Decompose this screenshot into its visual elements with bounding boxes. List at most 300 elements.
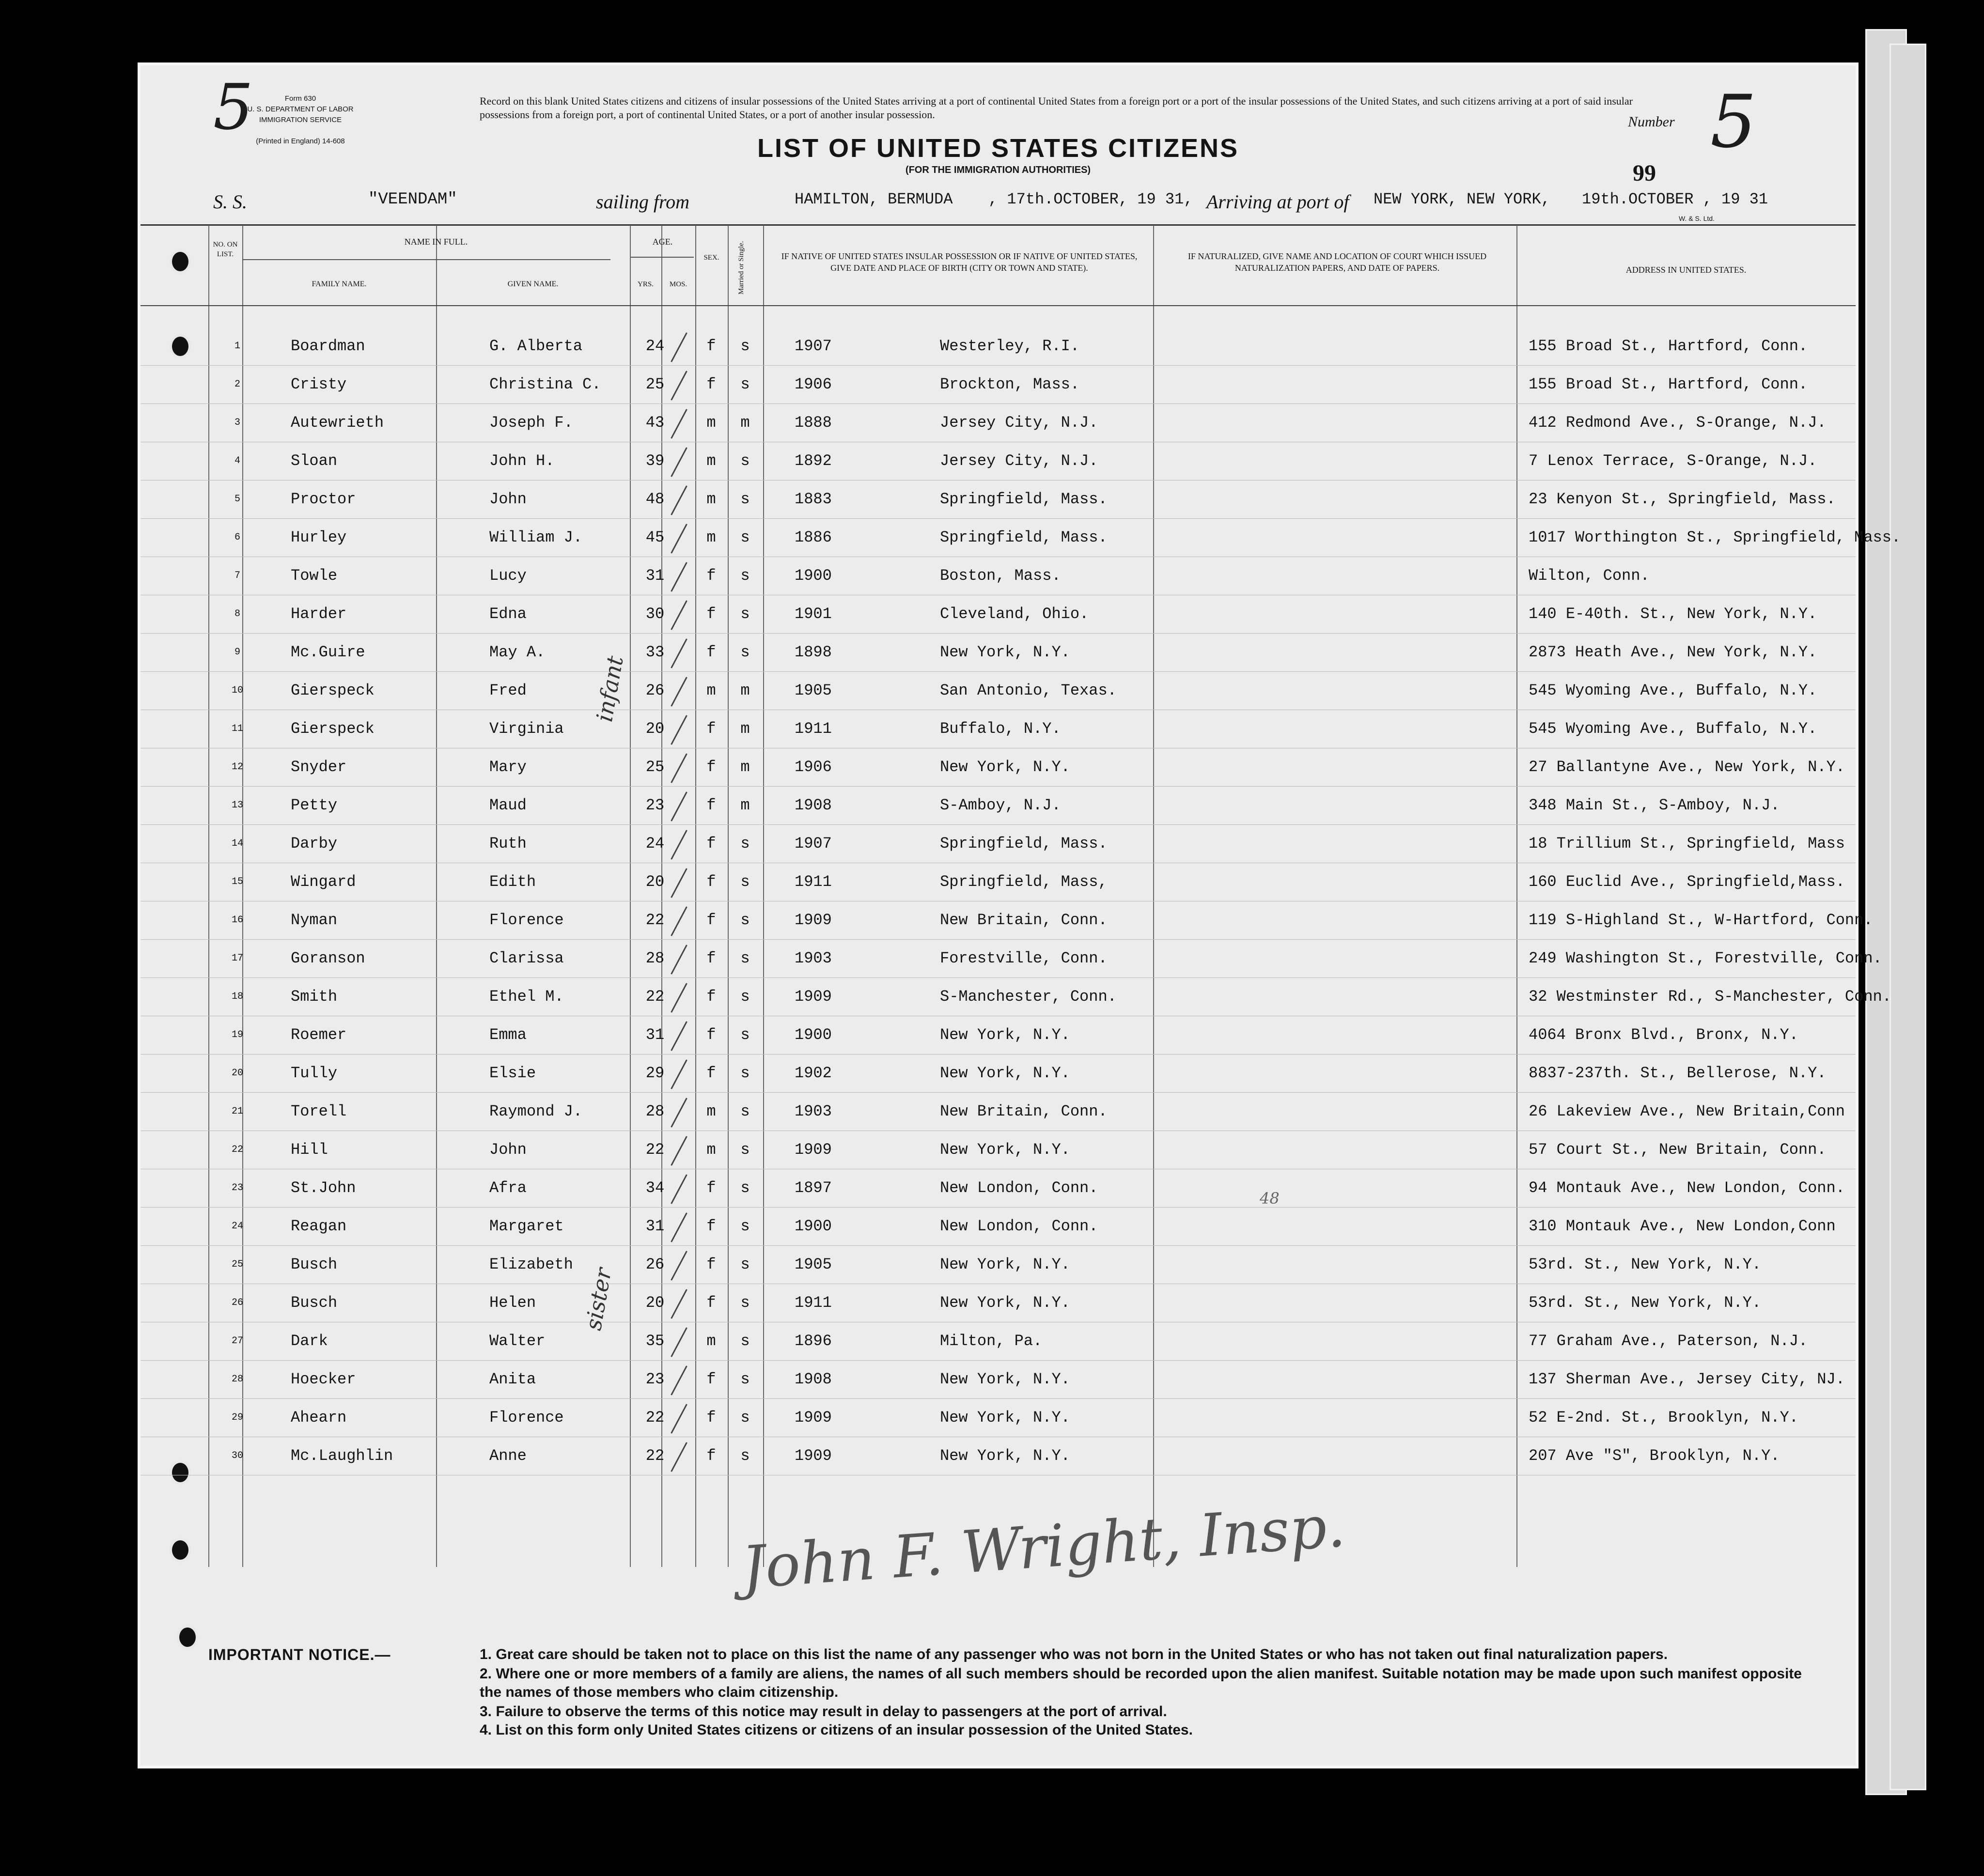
given-name: Clarissa [489,949,564,967]
family-name: Reagan [291,1217,347,1235]
birth-year: 1906 [795,375,832,393]
us-address: 249 Washington St., Forestville, Conn. [1529,949,1882,967]
age-years: 26 [645,682,665,699]
given-name: William J. [489,528,583,546]
check-mark [671,945,687,974]
marital-status: s [740,337,750,355]
marital-status: s [740,452,750,470]
row-number: 8 [234,608,240,620]
check-mark [671,638,687,668]
family-name: Sloan [291,452,338,470]
birthplace: Cleveland, Ohio. [940,605,1089,623]
birth-year: 1886 [795,528,832,546]
check-mark [671,1021,687,1051]
check-mark [671,371,687,400]
given-name: Ruth [489,835,527,853]
table-row [141,1398,1856,1437]
sex: f [706,337,716,355]
family-name: St.John [291,1179,356,1197]
sex: f [706,758,716,776]
row-number: 23 [231,1182,243,1194]
age-years: 29 [645,1064,665,1082]
check-mark [671,753,687,783]
column-header-native-info: IF NATIVE OF UNITED STATES INSULAR POSSESSION OR IF NATIVE OF UNITED STATES, GIVE DATE AND PLACE OF BIRTH (CITY OR TOWN AND STATE). [781,251,1138,273]
sex: m [706,1102,716,1120]
us-address: 2873 Heath Ave., New York, N.Y. [1529,643,1817,661]
given-name: Edith [489,873,536,891]
us-address: 155 Broad St., Hartford, Conn. [1529,337,1808,355]
given-name: Walter [489,1332,546,1350]
margin-note: sister [579,1266,617,1333]
birth-year: 1911 [795,720,832,738]
birth-year: 1902 [795,1064,832,1082]
birthplace: San Antonio, Texas. [940,682,1117,699]
marital-status: m [740,720,750,738]
birthplace: Springfield, Mass, [940,873,1108,891]
punch-hole [170,1538,191,1562]
given-name: Ethel M. [489,988,564,1006]
given-name: Fred [489,682,527,699]
us-address: 77 Graham Ave., Paterson, N.J. [1529,1332,1808,1350]
handwritten-list-number: 5 [1710,80,1757,164]
family-name: Nyman [291,911,338,929]
age-years: 45 [645,528,665,546]
birth-year: 1883 [795,490,832,508]
check-mark [671,1289,687,1318]
family-name: Busch [291,1294,338,1312]
marital-status: m [740,414,750,432]
sex: m [706,490,716,508]
row-number: 18 [231,991,243,1002]
birth-year: 1907 [795,835,832,853]
record-instructions: Record on this blank United States citizens and citizens of insular possessions of the United States arriving at a port of continental United States from a foreign port or a port of the insular possessions of the United States, and such citizens arriving at a port of said insular possessions from a foreign port, a port of continental United States, or a port of another insular possession. [480,95,1633,121]
us-address: 545 Wyoming Ave., Buffalo, N.Y. [1529,682,1817,699]
family-name: Smith [291,988,338,1006]
age-years: 28 [645,1102,665,1120]
sex: f [706,1447,716,1465]
birth-year: 1900 [795,1026,832,1044]
column-header-months: MOS. [669,280,687,288]
given-name: Florence [489,911,564,929]
row-number: 14 [231,838,243,849]
row-number: 21 [231,1106,243,1117]
marital-status: s [740,528,750,546]
given-name: Helen [489,1294,536,1312]
birth-year: 1911 [795,1294,832,1312]
family-name: Hill [291,1141,328,1159]
sex: f [706,1256,716,1273]
column-header-sex: SEX. [703,254,719,262]
birth-year: 1909 [795,1409,832,1426]
given-name: Elsie [489,1064,536,1082]
family-name: Darby [291,835,338,853]
check-mark [671,983,687,1012]
us-address: 545 Wyoming Ave., Buffalo, N.Y. [1529,720,1817,738]
row-number: 10 [231,685,243,696]
marital-status: s [740,1370,750,1388]
family-name: Ahearn [291,1409,347,1426]
birthplace: New York, N.Y. [940,1294,1070,1312]
birth-year: 1909 [795,1447,832,1465]
birthplace: Jersey City, N.J. [940,452,1098,470]
sex: f [706,1370,716,1388]
age-years: 25 [645,758,665,776]
sex: f [706,1064,716,1082]
table-row [141,1092,1856,1131]
age-years: 22 [645,1409,665,1426]
age-years: 20 [645,873,665,891]
check-mark [671,1251,687,1280]
column-header-no: NO. ON LIST. [213,241,238,258]
row-number: 20 [231,1068,243,1079]
punch-hole [177,1625,198,1649]
family-name: Roemer [291,1026,347,1044]
arriving-label: Arriving at port of [1206,191,1349,213]
age-years: 34 [645,1179,665,1197]
age-years: 26 [645,1256,665,1273]
us-address: 32 Westminster Rd., S-Manchester, Conn. [1529,988,1891,1006]
us-address: 4064 Bronx Blvd., Bronx, N.Y. [1529,1026,1798,1044]
row-number: 28 [231,1374,243,1385]
sex: m [706,1332,716,1350]
us-address: 53rd. St., New York, N.Y. [1529,1294,1762,1312]
us-address: 8837-237th. St., Bellerose, N.Y. [1529,1064,1827,1082]
family-name: Hoecker [291,1370,356,1388]
header-bottom-rule [141,305,1856,306]
table-row [141,863,1856,901]
family-name: Proctor [291,490,356,508]
us-address: 94 Montauk Ave., New London, Conn. [1529,1179,1845,1197]
age-years: 39 [645,452,665,470]
marital-status: s [740,911,750,929]
service-name: IMMIGRATION SERVICE [259,116,342,124]
table-row [141,671,1856,710]
notice-item: 2. Where one or more members of a family are aliens, the names of all such members should be recorded upon the alien manifest. Suitable notation may be made upon such manifest opposite the names of those members who claim citizenship. [480,1666,1802,1700]
birthplace: New York, N.Y. [940,1026,1070,1044]
check-mark [671,1365,687,1395]
age-years: 22 [645,1447,665,1465]
birthplace: Buffalo, N.Y. [940,720,1061,738]
check-mark [671,1404,687,1433]
age-years: 25 [645,375,665,393]
page-subtitle: (FOR THE IMMIGRATION AUTHORITIES) [905,165,1091,175]
birth-year: 1906 [795,758,832,776]
birthplace: New York, N.Y. [940,1447,1070,1465]
check-mark [671,868,687,898]
given-name: Raymond J. [489,1102,583,1120]
birth-year: 1905 [795,682,832,699]
given-name: Maud [489,796,527,814]
marital-status: s [740,1256,750,1273]
birth-year: 1907 [795,337,832,355]
stacked-page-edge [1890,44,1926,1790]
table-row [141,1169,1856,1208]
given-name: Elizabeth [489,1256,573,1273]
form-number: Form 630 [284,94,316,103]
sex: f [706,375,716,393]
row-number: 24 [231,1221,243,1232]
sex: f [706,949,716,967]
birth-year: 1908 [795,796,832,814]
printing-note: (Printed in England) 14-608 [256,137,345,145]
birthplace: New York, N.Y. [940,1141,1070,1159]
age-years: 22 [645,1141,665,1159]
check-mark [671,600,687,630]
marital-status: s [740,1409,750,1426]
handwritten-corner-number: 5 [213,70,253,144]
notice-item: 4. List on this form only United States citizens or citizens of an insular possession of the United States. [480,1722,1193,1738]
table-row [141,1284,1856,1322]
sex: f [706,796,716,814]
column-header-marital: Married or Single. [737,241,745,295]
departure-port: HAMILTON, BERMUDA [795,190,953,208]
header-rule [631,257,694,258]
sailing-from-label: sailing from [596,191,689,213]
notice-item: 1. Great care should be taken not to place on this list the name of any passenger who was not born in the United States or who has not taken out final naturalization papers. [480,1646,1668,1662]
marital-status: s [740,643,750,661]
check-mark [671,1442,687,1472]
family-name: Dark [291,1332,328,1350]
age-years: 20 [645,720,665,738]
family-name: Petty [291,796,338,814]
sex: f [706,1179,716,1197]
check-mark [671,1174,687,1204]
row-number: 15 [231,876,243,887]
ss-label: S. S. [213,191,247,213]
row-number: 25 [231,1259,243,1270]
row-number: 3 [234,417,240,428]
marital-status: m [740,796,750,814]
us-address: 26 Lakeview Ave., New Britain,Conn [1529,1102,1845,1120]
us-address: 140 E-40th. St., New York, N.Y. [1529,605,1817,623]
given-name: Christina C. [489,375,601,393]
check-mark [671,715,687,744]
birth-year: 1888 [795,414,832,432]
check-mark [671,447,687,477]
punch-hole [170,249,191,274]
marital-status: m [740,682,750,699]
birth-year: 1896 [795,1332,832,1350]
marital-status: s [740,605,750,623]
table-top-rule [141,224,1856,226]
birthplace: Westerley, R.I. [940,337,1080,355]
given-name: Edna [489,605,527,623]
birthplace: Boston, Mass. [940,567,1061,585]
column-header-name-in-full: NAME IN FULL. [404,237,468,247]
given-name: John [489,1141,527,1159]
birthplace: New York, N.Y. [940,1370,1070,1388]
check-mark [671,562,687,591]
age-years: 31 [645,567,665,585]
column-header-age: AGE. [652,237,673,247]
row-number: 12 [231,761,243,773]
birth-year: 1903 [795,1102,832,1120]
us-address: 27 Ballantyne Ave., New York, N.Y. [1529,758,1845,776]
marital-status: s [740,1179,750,1197]
family-name: Busch [291,1256,338,1273]
table-row [141,480,1856,519]
table-row [141,977,1891,1016]
row-number: 30 [231,1450,243,1461]
us-address: 155 Broad St., Hartford, Conn. [1529,375,1808,393]
birthplace: New York, N.Y. [940,1409,1070,1426]
row-number: 9 [234,647,240,658]
given-name: Margaret [489,1217,564,1235]
birthplace: New Britain, Conn. [940,911,1108,929]
row-number: 4 [234,455,240,466]
birthplace: S-Manchester, Conn. [940,988,1117,1006]
family-name: Gierspeck [291,682,375,699]
birthplace: New York, N.Y. [940,1064,1070,1082]
birthplace: Springfield, Mass. [940,528,1108,546]
marital-status: s [740,490,750,508]
family-name: Hurley [291,528,347,546]
check-mark [671,677,687,706]
table-row [141,786,1856,825]
table-row [141,1437,1856,1475]
given-name: G. Alberta [489,337,583,355]
us-address: 119 S-Highland St., W-Hartford, Conn. [1529,911,1873,929]
us-address: 53rd. St., New York, N.Y. [1529,1256,1762,1273]
check-mark [671,1059,687,1089]
family-name: Wingard [291,873,356,891]
sex: m [706,682,716,699]
table-row [141,633,1856,672]
birthplace: Brockton, Mass. [940,375,1080,393]
given-name: Afra [489,1179,527,1197]
row-number: 27 [231,1335,243,1347]
family-name: Mc.Laughlin [291,1447,393,1465]
birth-year: 1898 [795,643,832,661]
family-name: Snyder [291,758,347,776]
us-address: 160 Euclid Ave., Springfield,Mass. [1529,873,1845,891]
page-number: 99 [1633,160,1656,186]
age-years: 20 [645,1294,665,1312]
check-mark [671,1212,687,1242]
sex: f [706,720,716,738]
birthplace: New Britain, Conn. [940,1102,1108,1120]
sex: f [706,835,716,853]
marital-status: s [740,1141,750,1159]
birthplace: Springfield, Mass. [940,490,1108,508]
birth-year: 1909 [795,911,832,929]
check-mark [671,830,687,859]
margin-note: infant [591,653,628,724]
marital-status: m [740,758,750,776]
us-address: 137 Sherman Ave., Jersey City, NJ. [1529,1370,1845,1388]
column-header-given-name: GIVEN NAME. [507,280,559,288]
birthplace: Forestville, Conn. [940,949,1108,967]
birth-year: 1909 [795,1141,832,1159]
manifest-sheet [141,65,1901,1766]
sex: m [706,414,716,432]
birthplace: New London, Conn. [940,1217,1098,1235]
printer-mark: W. & S. Ltd. [1679,215,1715,222]
age-years: 24 [645,337,665,355]
birth-year: 1901 [795,605,832,623]
ship-name: "VEENDAM" [368,190,457,209]
check-mark [671,791,687,821]
column-header-address: ADDRESS IN UNITED STATES. [1625,265,1747,275]
birthplace: New York, N.Y. [940,758,1070,776]
row-number: 5 [234,494,240,505]
birthplace: Springfield, Mass. [940,835,1108,853]
birth-year: 1905 [795,1256,832,1273]
us-address: 348 Main St., S-Amboy, N.J. [1529,796,1780,814]
given-name: Mary [489,758,527,776]
table-row [141,327,1856,366]
check-mark [671,1327,687,1357]
family-name: Tully [291,1064,338,1082]
age-years: 22 [645,911,665,929]
birth-year: 1892 [795,452,832,470]
notice-item: 3. Failure to observe the terms of this notice may result in delay to passengers at the port of arrival. [480,1704,1167,1720]
table-row [141,365,1856,404]
age-years: 43 [645,414,665,432]
sex: m [706,528,716,546]
age-years: 28 [645,949,665,967]
row-number: 2 [234,379,240,390]
row-number: 22 [231,1144,243,1155]
row-number: 29 [231,1412,243,1423]
sex: f [706,567,716,585]
sex: f [706,1217,716,1235]
given-name: Anita [489,1370,536,1388]
check-mark [671,906,687,936]
sex: f [706,988,716,1006]
birthplace: New York, N.Y. [940,643,1070,661]
departure-date: , 17th.OCTOBER, 19 31, [988,190,1193,208]
notice-label: IMPORTANT NOTICE.— [208,1646,391,1663]
sex: f [706,1294,716,1312]
given-name: May A. [489,643,546,661]
sex: f [706,605,716,623]
table-row [141,901,1873,940]
department-name: U. S. DEPARTMENT OF LABOR [247,105,354,113]
marital-status: s [740,1217,750,1235]
birthplace: Milton, Pa. [940,1332,1043,1350]
age-years: 31 [645,1026,665,1044]
table-row [141,442,1856,481]
us-address: 23 Kenyon St., Springfield, Mass. [1529,490,1836,508]
age-years: 33 [645,643,665,661]
birth-year: 1909 [795,988,832,1006]
sex: f [706,1026,716,1044]
arrival-port: NEW YORK, NEW YORK, [1374,190,1550,208]
check-mark [671,332,687,362]
table-row [141,557,1856,595]
table-row [141,824,1856,863]
marital-status: s [740,1447,750,1465]
row-number: 16 [231,915,243,926]
check-mark [671,485,687,515]
us-address: 412 Redmond Ave., S-Orange, N.J. [1529,414,1827,432]
column-header-naturalized-info: IF NATURALIZED, GIVE NAME AND LOCATION OF COURT WHICH ISSUED NATURALIZATION PAPERS, AND DATE OF PAPERS. [1187,251,1487,273]
us-address: 310 Montauk Ave., New London,Conn [1529,1217,1836,1235]
us-address: 207 Ave "S", Brooklyn, N.Y. [1529,1447,1780,1465]
age-years: 24 [645,835,665,853]
us-address: 7 Lenox Terrace, S-Orange, N.J. [1529,452,1817,470]
check-mark [671,1136,687,1165]
family-name: Mc.Guire [291,643,365,661]
row-number: 11 [231,723,243,734]
table-row [141,1016,1856,1054]
birthplace: S-Amboy, N.J. [940,796,1061,814]
sex: f [706,1409,716,1426]
marital-status: s [740,949,750,967]
marital-status: s [740,375,750,393]
row-number: 26 [231,1297,243,1308]
